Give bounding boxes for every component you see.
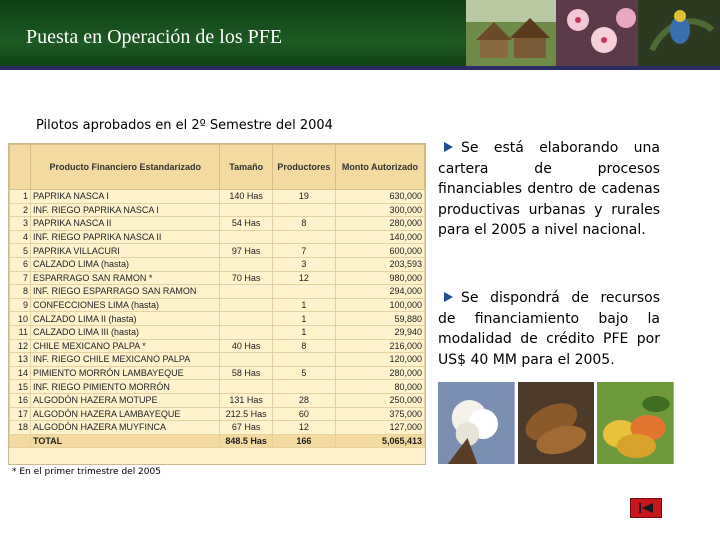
slide-subtitle: Pilotos aprobados en el 2º Semestre del 2004 (36, 118, 333, 133)
size-cell: 40 Has (220, 339, 272, 353)
col-producers-header: Productores (272, 145, 335, 190)
amount-cell: 120,000 (335, 353, 424, 367)
row-index: 1 (10, 190, 31, 204)
product-cell: CONFECCIONES LIMA (hasta) (31, 298, 220, 312)
table-row (10, 271, 425, 285)
table-row (10, 421, 425, 435)
size-cell: 58 Has (220, 366, 272, 380)
row-index: 6 (10, 257, 31, 271)
back-nav-button[interactable] (630, 498, 662, 518)
bullet-2 (438, 288, 660, 370)
producers-cell (272, 230, 335, 244)
table-row (10, 312, 425, 326)
header-rule (0, 66, 720, 70)
producers-cell: 1 (272, 325, 335, 339)
table-row (10, 339, 425, 353)
table-row (10, 353, 425, 367)
table-row (10, 190, 425, 204)
bullet-1 (438, 138, 660, 241)
row-index: 8 (10, 285, 31, 299)
size-cell: 131 Has (220, 393, 272, 407)
row-index: 14 (10, 366, 31, 380)
product-cell: PAPRIKA NASCA I (31, 190, 220, 204)
product-cell: ALGODÓN HAZERA MUYFINCA (31, 421, 220, 435)
footnote: * En el primer trimestre del 2005 (12, 467, 161, 477)
producers-cell: 12 (272, 421, 335, 435)
product-cell: ALGODÓN HAZERA LAMBAYEQUE (31, 407, 220, 421)
producers-cell: 1 (272, 312, 335, 326)
producers-cell: 12 (272, 271, 335, 285)
table-total-row (10, 434, 425, 448)
mangoes-photo (597, 382, 674, 464)
amount-cell: 980,000 (335, 271, 424, 285)
product-cell: PAPRIKA VILLACURI (31, 244, 220, 258)
product-cell: ALGODÓN HAZERA MOTUPE (31, 393, 220, 407)
product-cell: INF. RIEGO CHILE MEXICANO PALPA (31, 353, 220, 367)
producers-cell: 60 (272, 407, 335, 421)
col-product-header: Producto Financiero Estandarizado (31, 145, 220, 190)
table-body (10, 190, 425, 435)
table-row (10, 217, 425, 231)
producers-cell: 8 (272, 217, 335, 231)
shoes-photo (518, 382, 595, 464)
pilots-table (8, 143, 426, 465)
page-title: Puesta en Operación de los PFE (26, 26, 283, 48)
size-cell (220, 312, 272, 326)
amount-cell: 294,000 (335, 285, 424, 299)
amount-cell: 203,593 (335, 257, 424, 271)
amount-cell: 216,000 (335, 339, 424, 353)
row-index: 3 (10, 217, 31, 231)
producers-cell: 19 (272, 190, 335, 204)
row-index: 5 (10, 244, 31, 258)
producers-cell: 3 (272, 257, 335, 271)
table-row (10, 257, 425, 271)
table-row (10, 380, 425, 394)
row-index: 9 (10, 298, 31, 312)
bullet-arrow-icon (444, 292, 453, 302)
row-index: 16 (10, 393, 31, 407)
header-photo-strip (466, 0, 720, 66)
amount-cell: 280,000 (335, 217, 424, 231)
table-row (10, 203, 425, 217)
amount-cell: 80,000 (335, 380, 424, 394)
bullet-1-text: Se está elaborando una cartera de procesos financiables dentro de cadenas productivas urbanas y rurales para el 2005 a nivel nacional. (438, 140, 660, 238)
size-cell (220, 285, 272, 299)
size-cell: 140 Has (220, 190, 272, 204)
product-photo-strip (438, 382, 674, 464)
table-row (10, 244, 425, 258)
bullet-2-text: Se dispondrá de recursos de financiamiento bajo la modalidad de crédito PFE por US$ 40 MM para el 2005. (438, 290, 660, 368)
size-cell (220, 230, 272, 244)
col-index-header (10, 145, 31, 190)
product-cell: CALZADO LIMA (hasta) (31, 257, 220, 271)
size-cell (220, 298, 272, 312)
header-bar (0, 0, 720, 70)
row-index: 15 (10, 380, 31, 394)
producers-cell: 8 (272, 339, 335, 353)
amount-cell: 140,000 (335, 230, 424, 244)
amount-cell: 600,000 (335, 244, 424, 258)
row-index: 2 (10, 203, 31, 217)
amount-cell: 300,000 (335, 203, 424, 217)
table-row (10, 298, 425, 312)
product-cell: PAPRIKA NASCA II (31, 217, 220, 231)
producers-cell (272, 203, 335, 217)
producers-cell (272, 285, 335, 299)
table-row (10, 407, 425, 421)
total-index-cell (10, 434, 31, 448)
row-index: 13 (10, 353, 31, 367)
amount-cell: 29,940 (335, 325, 424, 339)
product-cell: INF. RIEGO ESPARRAGO SAN RAMON (31, 285, 220, 299)
amount-cell: 59,880 (335, 312, 424, 326)
producers-cell (272, 380, 335, 394)
amount-cell: 127,000 (335, 421, 424, 435)
product-cell: CALZADO LIMA II (hasta) (31, 312, 220, 326)
total-label: TOTAL (31, 434, 220, 448)
size-cell: 67 Has (220, 421, 272, 435)
product-cell: ESPARRAGO SAN RAMON * (31, 271, 220, 285)
table-row (10, 393, 425, 407)
size-cell (220, 203, 272, 217)
amount-cell: 100,000 (335, 298, 424, 312)
product-cell: INF. RIEGO PAPRIKA NASCA I (31, 203, 220, 217)
rewind-icon (636, 502, 656, 514)
product-cell: INF. RIEGO PAPRIKA NASCA II (31, 230, 220, 244)
total-producers: 166 (272, 434, 335, 448)
row-index: 4 (10, 230, 31, 244)
size-cell (220, 325, 272, 339)
bullet-arrow-icon (444, 142, 453, 152)
producers-cell (272, 353, 335, 367)
row-index: 10 (10, 312, 31, 326)
amount-cell: 375,000 (335, 407, 424, 421)
table-row (10, 230, 425, 244)
row-index: 11 (10, 325, 31, 339)
product-cell: CALZADO LIMA III (hasta) (31, 325, 220, 339)
size-cell: 97 Has (220, 244, 272, 258)
total-size: 848.5 Has (220, 434, 272, 448)
amount-cell: 250,000 (335, 393, 424, 407)
size-cell (220, 353, 272, 367)
product-cell: CHILE MEXICANO PALPA * (31, 339, 220, 353)
cotton-photo (438, 382, 515, 464)
table-row (10, 325, 425, 339)
table-header-row (10, 145, 425, 190)
product-cell: PIMIENTO MORRÓN LAMBAYEQUE (31, 366, 220, 380)
size-cell (220, 380, 272, 394)
product-cell: INF. RIEGO PIMIENTO MORRÓN (31, 380, 220, 394)
producers-cell: 7 (272, 244, 335, 258)
size-cell (220, 257, 272, 271)
total-amount: 5,065,413 (335, 434, 424, 448)
row-index: 17 (10, 407, 31, 421)
row-index: 18 (10, 421, 31, 435)
producers-cell: 1 (272, 298, 335, 312)
size-cell: 212.5 Has (220, 407, 272, 421)
producers-cell: 28 (272, 393, 335, 407)
amount-cell: 630,000 (335, 190, 424, 204)
table-row (10, 285, 425, 299)
col-size-header: Tamaño (220, 145, 272, 190)
row-index: 12 (10, 339, 31, 353)
size-cell: 70 Has (220, 271, 272, 285)
table-row (10, 366, 425, 380)
col-amount-header: Monto Autorizado (335, 145, 424, 190)
size-cell: 54 Has (220, 217, 272, 231)
amount-cell: 280,000 (335, 366, 424, 380)
row-index: 7 (10, 271, 31, 285)
producers-cell: 5 (272, 366, 335, 380)
